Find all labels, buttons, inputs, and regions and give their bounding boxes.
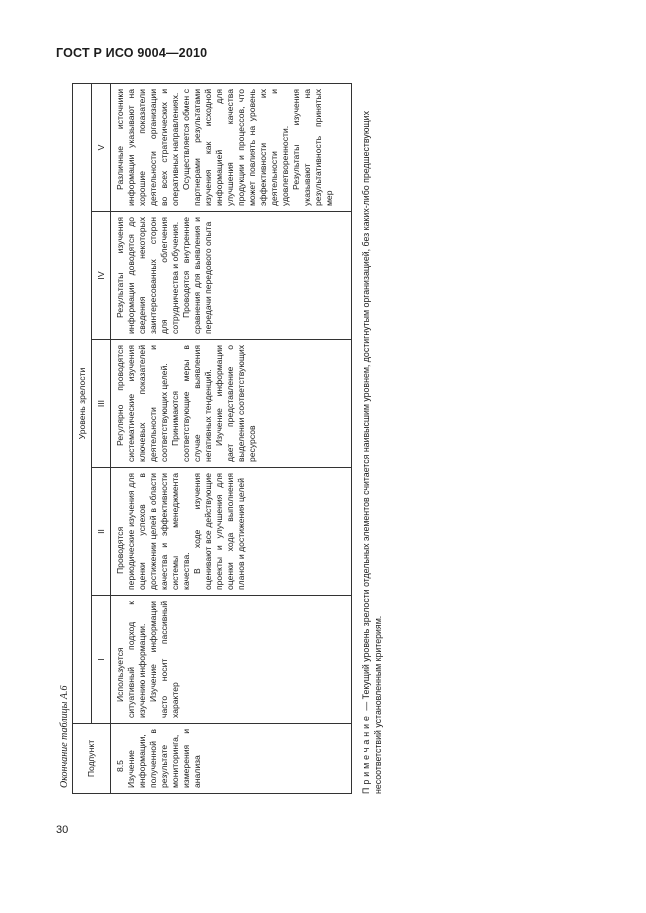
table-note	[360, 84, 384, 794]
level-2-paragraph: Проводятся периодические изучения для оценки успехов в достижении целей в области качества и эффективности системы менеджмента качества.	[115, 473, 191, 590]
level-header-2: II	[92, 468, 111, 596]
level-cell-4	[111, 212, 352, 340]
page-header: ГОСТ Р ИСО 9004—2010	[56, 46, 208, 60]
level-cell-5	[111, 84, 352, 212]
level-3-paragraph: Изучение информации дает представление о выделении соответствующих ресурсов	[214, 345, 257, 462]
level-5-paragraph: Различные источники информации указывают на хорошие показатели деятельности организации во всех стратегических и оперативных направлениях.	[115, 89, 180, 206]
subpunkt-cell	[111, 724, 352, 794]
level-header-row	[92, 84, 111, 794]
level-1-paragraph: Изучение информации часто носит пассивный характер	[148, 601, 180, 718]
rotated-content	[58, 84, 406, 794]
maturity-table	[72, 83, 352, 794]
level-header-3: III	[92, 340, 111, 468]
table-caption: Окончание таблицы А.6	[59, 685, 70, 788]
level-cell-1	[111, 596, 352, 724]
level-cell-2	[111, 468, 352, 596]
level-4-paragraph: Проводятся внутренние сравнения для выявления и передачи передового опыта	[181, 217, 213, 334]
level-header-5: V	[92, 84, 111, 212]
level-3-paragraph: Регулярно проводятся систематические изучения ключевых показателей деятельности и соответствующих целей.	[115, 345, 169, 462]
subpunkt-header: Подпункт	[73, 724, 111, 794]
page-number: 30	[56, 824, 69, 836]
table-header-row	[73, 84, 92, 794]
level-header-1: I	[92, 596, 111, 724]
level-2-paragraph: В ходе изучения оценивают все действующие проекты и улучшения для оценки хода выполнения планов и достижения целей	[192, 473, 246, 590]
table-row	[111, 84, 352, 794]
level-5-paragraph: Осуществляется обмен с партнерами результатами изучения как исходной информацией для улучшения качества продукции и процессов, что может повлиять на уровень эффективности их деятельности и удовлетворенности.	[181, 89, 290, 206]
level-3-paragraph: Принимаются соответствующие меры в случае выявления негативных тенденций.	[170, 345, 213, 462]
subpunkt-text: 8.5 Изучение информации, полученной в результате мониторинга, измерения и анализа	[115, 729, 202, 788]
level-1-paragraph: Используется ситуативный подход к изучению информации.	[115, 601, 147, 718]
maturity-level-header: Уровень зрелости	[73, 84, 92, 724]
note-text: — Текущий уровень зрелости отдельных элементов считается наивысшим уровнем, достигнутым организацией, без каких-либо предшествующих несоответствий установленным критериям.	[361, 111, 383, 794]
level-4-paragraph: Результаты изучения информации доводятся до сведения некоторых заинтересованных сторон для облегчения сотрудничества и обучения.	[115, 217, 180, 334]
note-label: Примечание	[361, 713, 371, 794]
level-header-4: IV	[92, 212, 111, 340]
level-cell-3	[111, 340, 352, 468]
level-5-paragraph: Результаты изучения указывают на результативность принятых мер	[291, 89, 334, 206]
